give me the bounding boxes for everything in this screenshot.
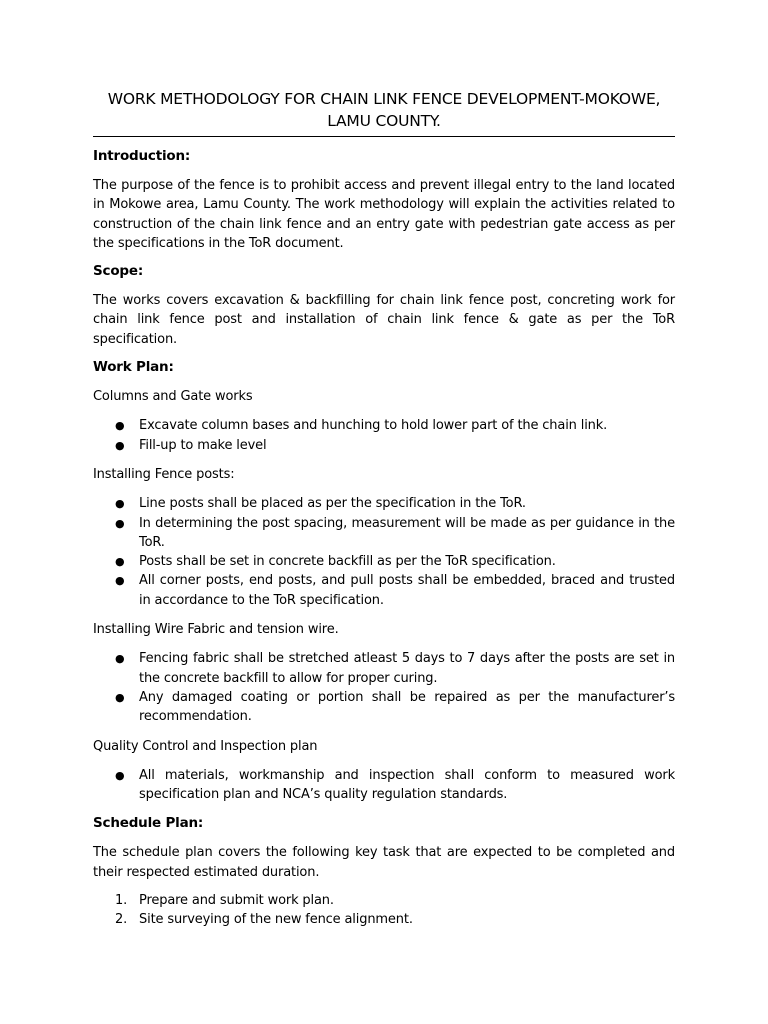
bullet-icon: ●: [115, 690, 125, 704]
fence-posts-list: [93, 494, 675, 610]
bullet-icon: ●: [115, 419, 125, 433]
list-number: 2.: [115, 912, 128, 928]
work-plan-heading: Work Plan:: [93, 359, 174, 376]
list-item: 2. Site surveying of the new fence alignment.: [93, 910, 675, 929]
wire-fabric-list: [93, 649, 675, 726]
columns-gate-list: [93, 416, 675, 455]
list-number: 1.: [115, 893, 128, 909]
list-item: ● All corner posts, end posts, and pull posts shall be embedded, braced and trusted in accordance to the ToR specification.: [115, 573, 675, 608]
scope-heading: Scope:: [93, 263, 144, 280]
list-item: ● Posts shall be set in concrete backfill as per the ToR specification.: [93, 552, 675, 571]
wire-fabric-subheading: Installing Wire Fabric and tension wire.: [93, 622, 339, 638]
bullet-icon: ●: [115, 438, 125, 452]
list-item: ● Any damaged coating or portion shall be repaired as per the manufacturer’s recommendation.: [115, 689, 675, 725]
quality-control-subheading: Quality Control and Inspection plan: [93, 738, 318, 754]
schedule-task-list: [93, 891, 675, 930]
list-item: ● All materials, workmanship and inspection shall conform to measured work specification plan and NCA’s quality regulation standards.: [115, 767, 675, 803]
schedule-plan-text: The schedule plan covers the following key task that are expected to be completed and their respected estimated duration.: [93, 845, 675, 880]
bullet-icon: ●: [115, 652, 125, 666]
bullet-icon: ●: [115, 555, 125, 569]
document-title: WORK METHODOLOGY FOR CHAIN LINK FENCE DEVELOPMENT-MOKOWE, LAMU COUNTY.: [93, 88, 675, 137]
bullet-icon: ●: [115, 574, 125, 588]
scope-text: The works covers excavation & backfilling for chain link fence post, concreting work for chain link fence post and installation of chain link fence & gate as per the ToR specification.: [93, 293, 675, 347]
fence-posts-subheading: Installing Fence posts:: [93, 466, 235, 482]
quality-control-list: [93, 766, 675, 805]
document-body: [93, 88, 675, 940]
schedule-plan-heading: Schedule Plan:: [93, 815, 204, 832]
bullet-icon: ●: [115, 768, 125, 782]
list-item: ● Excavate column bases and hunching to hold lower part of the chain link.: [93, 416, 675, 435]
introduction-text: The purpose of the fence is to prohibit access and prevent illegal entry to the land located in Mokowe area, Lamu County. The work methodology will explain the activities related to construction of the chain link fence and an entry gate with pedestrian gate access as per the specifications in the ToR document.: [93, 178, 675, 251]
introduction-heading: Introduction:: [93, 148, 191, 164]
list-item: ● Line posts shall be placed as per the specification in the ToR.: [93, 494, 675, 513]
list-item: ● In determining the post spacing, measurement will be made as per guidance in the ToR.: [115, 515, 675, 550]
list-item: 1. Prepare and submit work plan.: [93, 891, 675, 910]
list-item: ● Fencing fabric shall be stretched atleast 5 days to 7 days after the posts are set in the concrete backfill to allow for proper curing.: [115, 651, 675, 686]
bullet-icon: ●: [115, 516, 125, 530]
list-item: ● Fill-up to make level: [93, 436, 675, 455]
columns-gate-subheading: Columns and Gate works: [93, 389, 253, 405]
bullet-icon: ●: [115, 497, 125, 511]
